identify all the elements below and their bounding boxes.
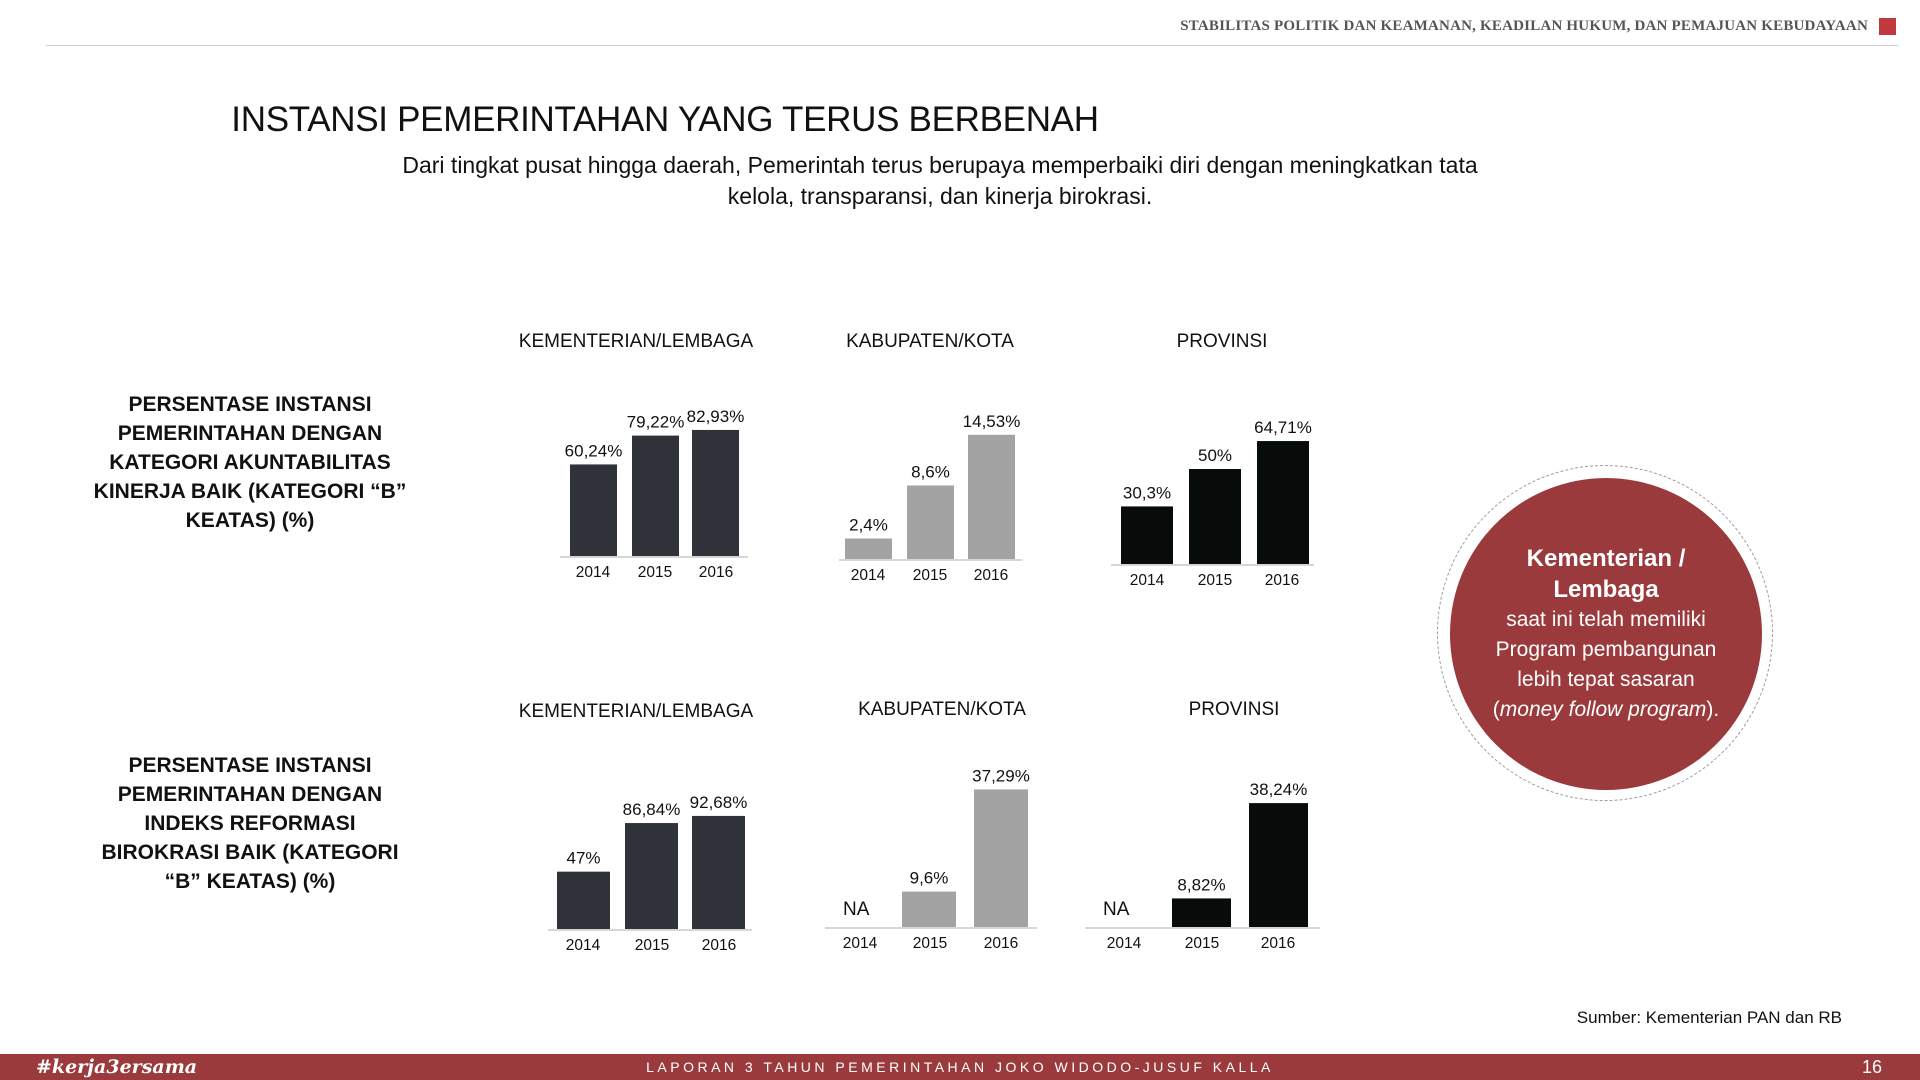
kabkota-reformasi-bar-2015 — [902, 892, 956, 927]
kl-akuntabilitas-bar-2016 — [692, 430, 739, 556]
chart-title-kabkota-reformasi: KABUPATEN/KOTA — [858, 699, 1026, 720]
provinsi-akuntabilitas-bar-2014 — [1121, 506, 1173, 564]
kabkota-reformasi-tick-label-2016: 2016 — [983, 935, 1019, 952]
callout-circle — [1450, 478, 1762, 790]
provinsi-reformasi-tick-label-2015: 2015 — [1184, 935, 1220, 952]
kl-reformasi-data-label-2015: 86,84% — [622, 800, 681, 820]
kl-akuntabilitas-data-label-2015: 79,22% — [626, 412, 685, 432]
kabkota-reformasi-data-label-2015: 9,6% — [909, 868, 949, 888]
kl-reformasi-bar-2014 — [557, 872, 610, 929]
kabkota-reformasi-data-label-2014: NA — [843, 899, 870, 920]
callout-emphasis: money follow program — [1499, 698, 1707, 721]
chart-title-kabkota-akuntabilitas: KABUPATEN/KOTA — [846, 331, 1014, 352]
kl-akuntabilitas-data-label-2014: 60,24% — [564, 441, 623, 461]
kl-akuntabilitas-bar-2014 — [570, 464, 617, 556]
provinsi-reformasi-data-label-2014: NA — [1103, 899, 1130, 920]
provinsi-reformasi-tick-label-2014: 2014 — [1106, 935, 1142, 952]
callout-body: saat ini telah memiliki Program pembangunan lebih tepat sasaran (money follow program). — [1492, 608, 1720, 721]
kabkota-akuntabilitas-bar-2014 — [845, 538, 892, 559]
provinsi-akuntabilitas-data-label-2016: 64,71% — [1254, 418, 1312, 438]
kabkota-reformasi-bar-2016 — [974, 789, 1028, 927]
page-subtitle: Dari tingkat pusat hingga daerah, Pemerintah terus berupaya memperbaiki diri dengan meningkatkan tata kelola, transparansi, dan kinerja birokrasi. — [402, 152, 1478, 209]
header-title: STABILITAS POLITIK DAN KEAMANAN, KEADILAN HUKUM, DAN PEMAJUAN KEBUDAYAAN — [1180, 18, 1868, 34]
kl-reformasi-tick-label-2014: 2014 — [565, 937, 601, 954]
kl-akuntabilitas-tick-label-2016: 2016 — [698, 564, 734, 581]
provinsi-reformasi-bar-2016 — [1249, 803, 1308, 927]
kl-akuntabilitas-data-label-2016: 82,93% — [686, 406, 745, 426]
row-label-reformasi: PERSENTASE INSTANSI PEMERINTAHAN DENGAN INDEKS REFORMASI BIROKRASI BAIK (KATEGORI “B” KEATAS) (%) — [101, 754, 399, 893]
footer-report-title: LAPORAN 3 TAHUN PEMERINTAHAN JOKO WIDODO-JUSUF KALLA — [646, 1059, 1274, 1075]
callout-title: Kementerian / Lembaga — [1526, 545, 1686, 603]
kl-reformasi-bar-2016 — [692, 816, 745, 929]
chart-title-kl-reformasi: KEMENTERIAN/LEMBAGA — [518, 701, 754, 722]
chart-title-kl-akuntabilitas: KEMENTERIAN/LEMBAGA — [518, 331, 754, 352]
kl-reformasi-data-label-2014: 47% — [566, 848, 601, 868]
kl-reformasi-bar-2015 — [625, 823, 678, 929]
footer-bar — [0, 1054, 1920, 1080]
provinsi-reformasi-data-label-2015: 8,82% — [1177, 875, 1226, 895]
provinsi-akuntabilitas-tick-label-2015: 2015 — [1197, 572, 1233, 589]
kabkota-akuntabilitas-tick-label-2016: 2016 — [973, 567, 1009, 584]
provinsi-akuntabilitas-data-label-2015: 50% — [1197, 446, 1233, 465]
row-label-akuntabilitas: PERSENTASE INSTANSI PEMERINTAHAN DENGAN KATEGORI AKUNTABILITAS KINERJA BAIK (KATEGORI “B” KEATAS) (%) — [93, 393, 407, 532]
chart-title-provinsi-akuntabilitas: PROVINSI — [1176, 331, 1268, 352]
provinsi-akuntabilitas-tick-label-2014: 2014 — [1129, 572, 1165, 589]
kabkota-reformasi-tick-label-2015: 2015 — [912, 935, 948, 952]
kl-reformasi-tick-label-2016: 2016 — [701, 937, 737, 954]
kabkota-akuntabilitas-bar-2015 — [907, 485, 954, 559]
provinsi-reformasi-data-label-2016: 38,24% — [1249, 780, 1308, 800]
kl-akuntabilitas-tick-label-2014: 2014 — [575, 564, 611, 581]
kabkota-reformasi-tick-label-2014: 2014 — [842, 935, 878, 952]
provinsi-reformasi-tick-label-2016: 2016 — [1260, 935, 1296, 952]
chart-title-provinsi-reformasi: PROVINSI — [1188, 699, 1280, 720]
kl-akuntabilitas-tick-label-2015: 2015 — [637, 564, 673, 581]
provinsi-akuntabilitas-bar-2016 — [1257, 441, 1309, 564]
kabkota-akuntabilitas-tick-label-2014: 2014 — [850, 567, 886, 584]
kl-reformasi-data-label-2016: 92,68% — [689, 792, 748, 812]
kl-reformasi-tick-label-2015: 2015 — [634, 937, 670, 954]
kabkota-akuntabilitas-data-label-2015: 8,6% — [911, 462, 950, 482]
kabkota-akuntabilitas-bar-2016 — [968, 435, 1015, 559]
kabkota-akuntabilitas-tick-label-2015: 2015 — [912, 567, 948, 584]
source-note: Sumber: Kementerian PAN dan RB — [1576, 1008, 1842, 1027]
provinsi-akuntabilitas-bar-2015 — [1189, 469, 1241, 564]
footer-page-number: 16 — [1861, 1057, 1882, 1077]
provinsi-akuntabilitas-tick-label-2016: 2016 — [1264, 572, 1300, 589]
kl-akuntabilitas-bar-2015 — [632, 436, 679, 556]
kabkota-reformasi-data-label-2016: 37,29% — [972, 766, 1030, 786]
kabkota-akuntabilitas-data-label-2016: 14,53% — [962, 411, 1021, 431]
kabkota-akuntabilitas-data-label-2014: 2,4% — [849, 515, 888, 535]
page-title: INSTANSI PEMERINTAHAN YANG TERUS BERBENAH — [231, 100, 1099, 139]
footer-hashtag: #kerja3ersama — [36, 1056, 198, 1078]
provinsi-reformasi-bar-2015 — [1172, 898, 1231, 927]
provinsi-akuntabilitas-data-label-2014: 30,3% — [1122, 483, 1172, 503]
